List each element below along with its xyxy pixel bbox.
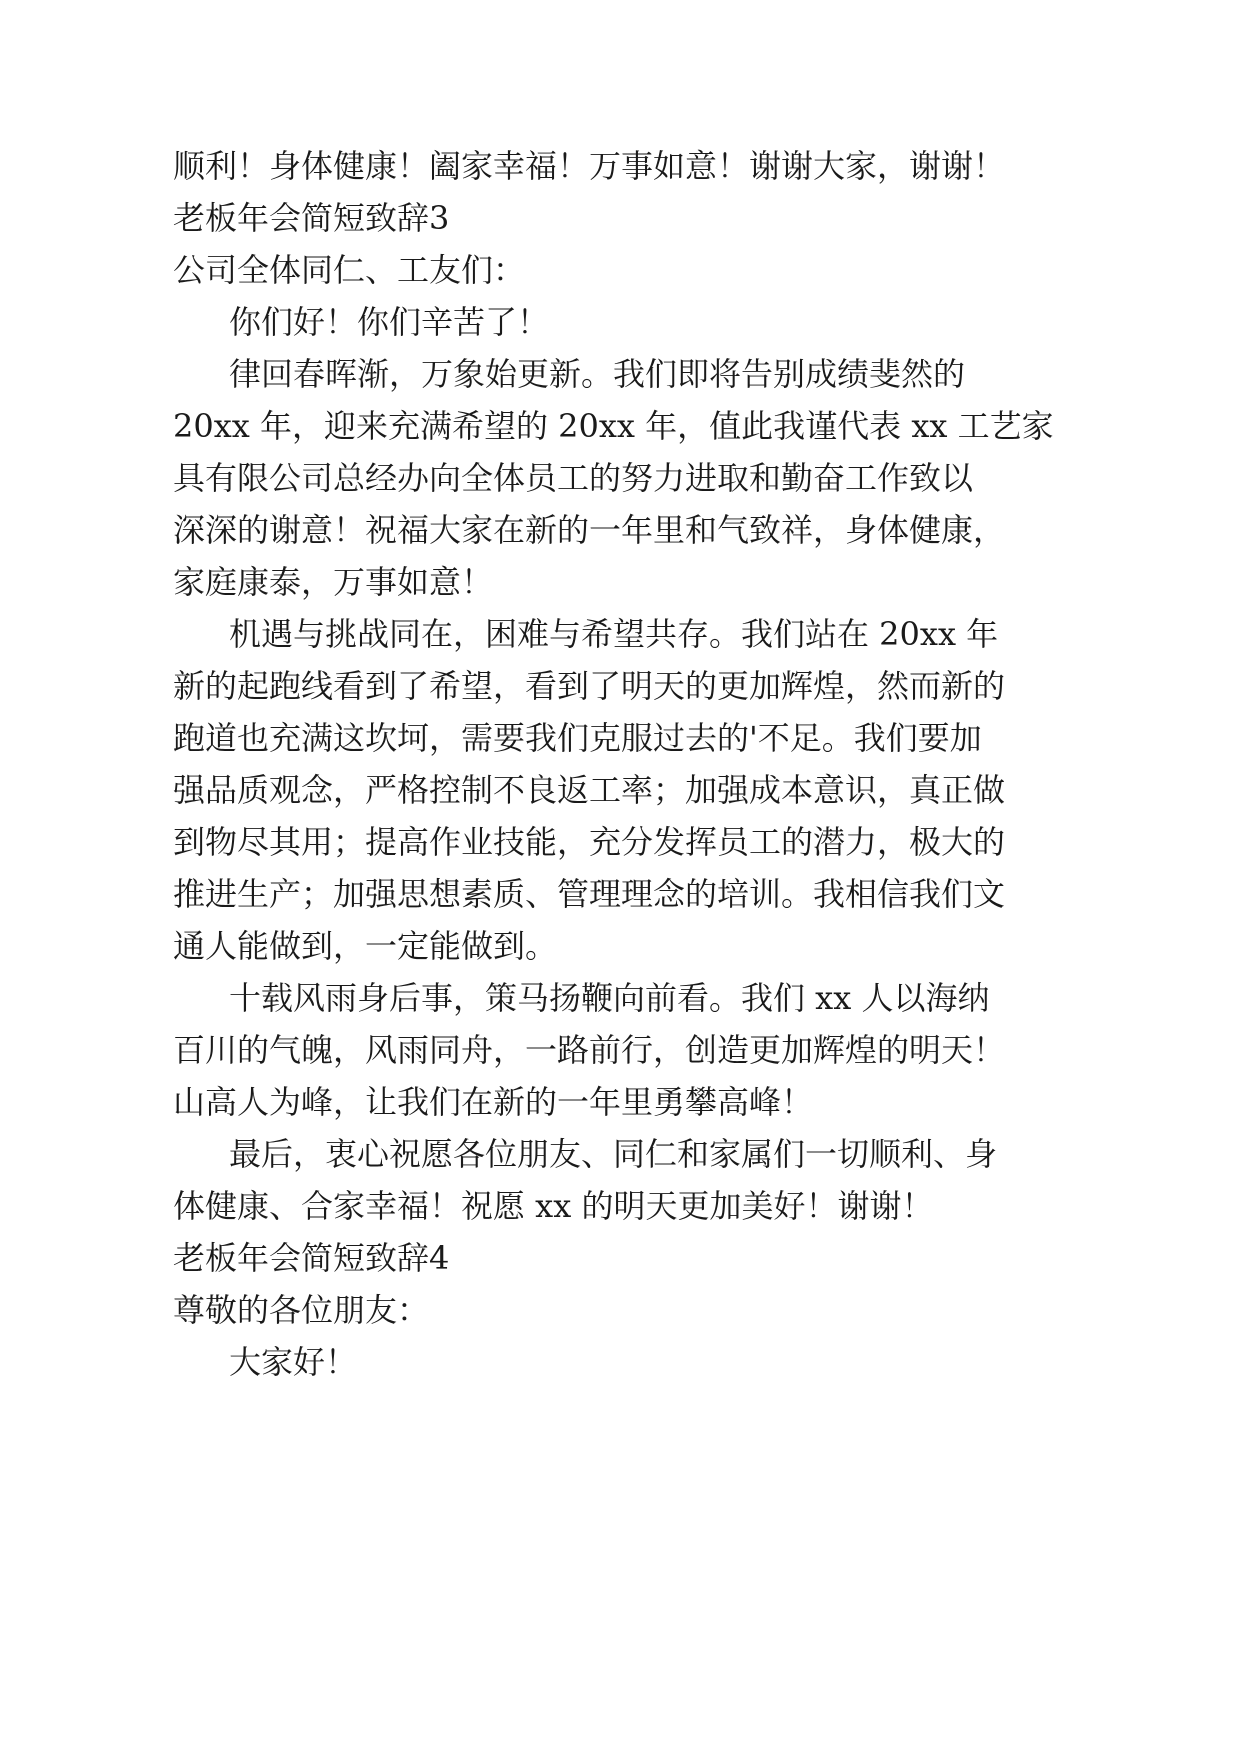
greeting: 大家好！	[229, 1343, 358, 1381]
body-text-line: 新的起跑线看到了希望，看到了明天的更加辉煌，然而新的	[173, 667, 1006, 705]
body-text-line: 山高人为峰，让我们在新的一年里勇攀高峰！	[173, 1083, 814, 1121]
body-text-line: 体健康、合家幸福！祝愿 xx 的明天更加美好！谢谢！	[173, 1187, 934, 1225]
body-text-line: 具有限公司总经办向全体员工的努力进取和勤奋工作致以	[173, 459, 974, 497]
salutation: 尊敬的各位朋友：	[173, 1291, 430, 1329]
greeting: 你们好！你们辛苦了！	[229, 303, 550, 341]
body-text-line: 家庭康泰，万事如意！	[173, 563, 494, 601]
body-text-line: 深深的谢意！祝福大家在新的一年里和气致祥，身体健康，	[173, 511, 1006, 549]
body-text-line: 十载风雨身后事，策马扬鞭向前看。我们 xx 人以海纳	[229, 979, 990, 1017]
section-heading: 老板年会简短致辞4	[173, 1239, 450, 1277]
body-text-line: 跑道也充满这坎坷，需要我们克服过去的'不足。我们要加	[173, 719, 982, 757]
body-text-line: 20xx 年，迎来充满希望的 20xx 年，值此我谨代表 xx 工艺家	[173, 407, 1054, 445]
salutation: 公司全体同仁、工友们：	[173, 251, 526, 289]
body-text-line: 强品质观念，严格控制不良返工率；加强成本意识，真正做	[173, 771, 1006, 809]
body-text-line: 通人能做到，一定能做到。	[173, 927, 558, 965]
body-text-line: 推进生产；加强思想素质、管理理念的培训。我相信我们文	[173, 875, 1006, 913]
body-text-line: 律回春晖渐，万象始更新。我们即将告别成绩斐然的	[229, 355, 966, 393]
body-text-line: 最后，衷心祝愿各位朋友、同仁和家属们一切顺利、身	[229, 1135, 998, 1173]
body-text-line: 百川的气魄，风雨同舟，一路前行，创造更加辉煌的明天！	[173, 1031, 1006, 1069]
body-text-line: 顺利！身体健康！阖家幸福！万事如意！谢谢大家，谢谢！	[173, 147, 1006, 185]
section-heading: 老板年会简短致辞3	[173, 199, 450, 237]
body-text-line: 到物尽其用；提高作业技能，充分发挥员工的潜力，极大的	[173, 823, 1006, 861]
body-text-line: 机遇与挑战同在，困难与希望共存。我们站在 20xx 年	[229, 615, 999, 653]
